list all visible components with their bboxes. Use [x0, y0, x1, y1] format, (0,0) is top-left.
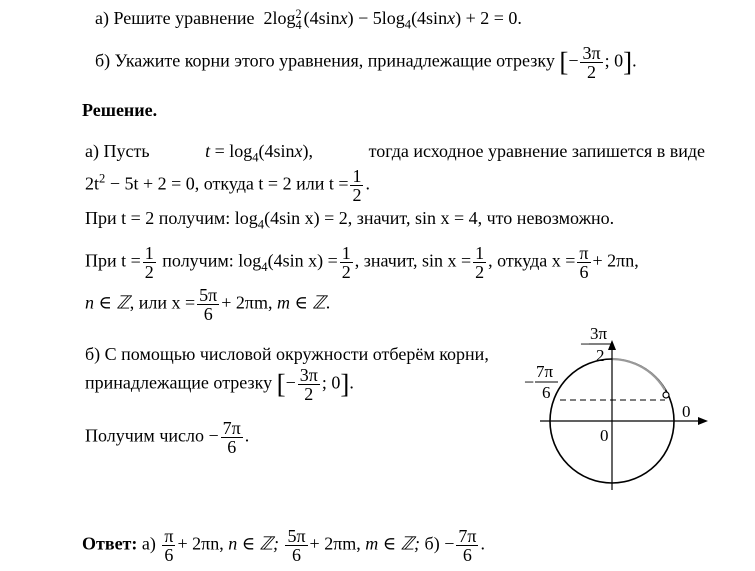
- x-axis-arrow: [698, 417, 708, 425]
- task-b-label: б) Укажите корни этого уравнения, принадлежащие отрезку: [95, 50, 555, 71]
- solution-a-line2: $2t^2 - 5t + 2 = 0$, откуда t = 2 или t = $\frac{1}{2}$ .: [85, 166, 370, 205]
- point-7pi-6: [663, 392, 669, 398]
- fraction-3pi-2: $\frac{3\pi}{2}$: [582, 43, 601, 82]
- highlighted-arc: [612, 359, 665, 390]
- label-zero-center: 0: [600, 426, 609, 445]
- roots-line: n ∈ ℤ, или x = $\frac{5\pi}{6}$ + 2πm, m ∈ ℤ.: [85, 285, 331, 324]
- task-a-label: а) Решите уравнение: [95, 8, 255, 28]
- solution-a-line1: а) Пусть $t = \log_4(4\sin x)$, тогда исходное уравнение запишется в виде: [85, 141, 705, 165]
- task-b: б) Укажите корни этого уравнения, принадлежащие отрезку [− $\frac{3\pi}{2}$ ; 0].: [95, 43, 637, 82]
- label-3pi-2-den: 2: [596, 346, 605, 365]
- solution-b-line2: принадлежащие отрезку [− $\frac{3\pi}{2}$ ; 0].: [85, 365, 354, 404]
- label-7pi-6-den: 6: [542, 383, 551, 402]
- case-t-half: При t = $\frac{1}{2}$ получим: $\log_4(4\sin$ x) = $\frac{1}{2}$ , значит, sin x = $\frac{1}{2}$ , откуда x = $\frac{\pi}{6}$ + 2πn,: [85, 243, 639, 282]
- solution-heading: Решение.: [82, 100, 158, 120]
- answer-line: Ответ: а) $\frac{\pi}{6}$ + 2πn, n ∈ ℤ; $\frac{5\pi}{6}$ + 2πm, m ∈ ℤ; б) − $\frac{7\pi}{6}$ .: [82, 526, 485, 565]
- case-t2: При t = 2 получим: $\log_4(4\sin$ x) = 2, значит, sin x = 4, что невозможно.: [85, 208, 615, 232]
- solution-b-line3: Получим число − $\frac{7\pi}{6}$ .: [85, 418, 250, 457]
- equation: 2log 2 4 $(4\sin x) - 5\log_4(4\sin x) + 2 = 0$.: [263, 6, 522, 32]
- label-3pi-2-num: 3π: [590, 324, 608, 343]
- label-zero-right: 0: [682, 402, 691, 421]
- label-3pi-2-minus: −: [580, 334, 591, 354]
- answer-label: Ответ:: [82, 533, 138, 554]
- solution-b-line1: б) С помощью числовой окружности отберём корни,: [85, 344, 489, 364]
- label-7pi-6-num: 7π: [536, 362, 554, 381]
- y-axis-arrow: [608, 340, 616, 350]
- label-7pi-6-minus: −: [524, 372, 535, 392]
